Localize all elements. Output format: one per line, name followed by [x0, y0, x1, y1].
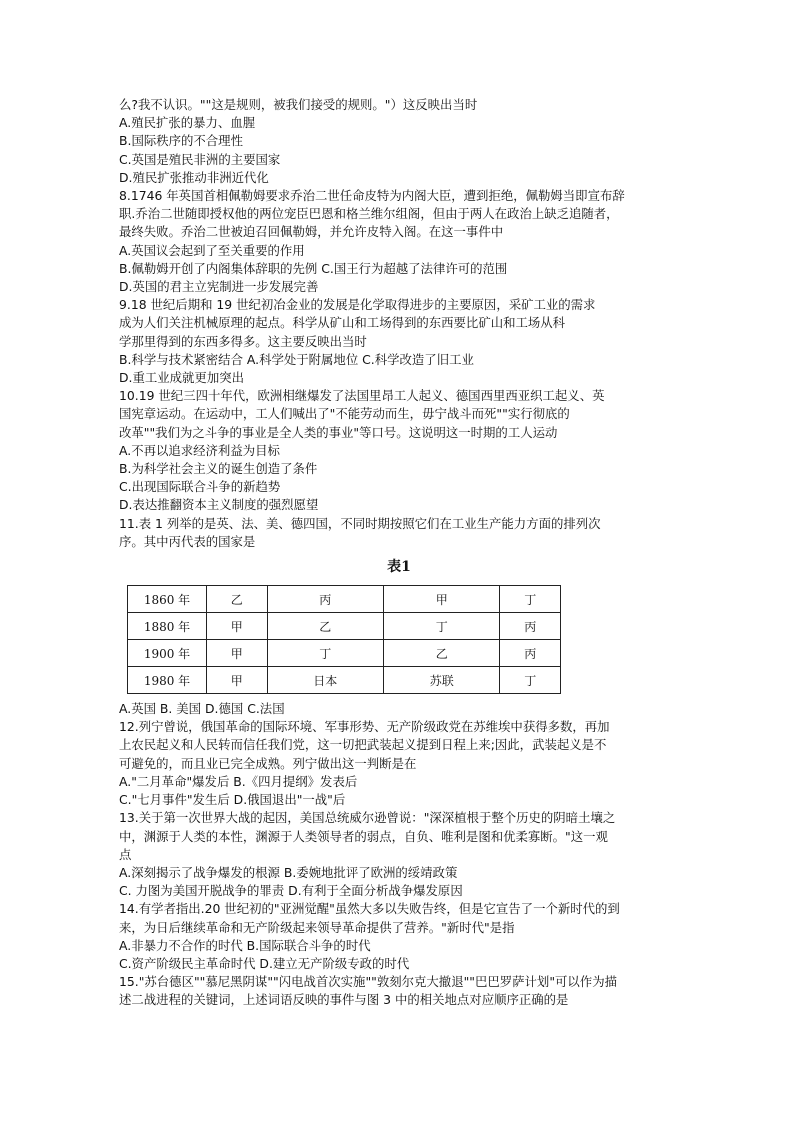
table-cell: 甲	[207, 667, 268, 694]
text-line: A.英国议会起到了至关重要的作用	[119, 242, 305, 258]
text-line: 点	[119, 846, 132, 862]
text-line: C.资产阶级民主革命时代 D.建立无产阶级专政的时代	[119, 955, 410, 971]
text-line: D.殖民扩张推动非洲近代化	[119, 169, 269, 185]
table-cell: 丙	[500, 640, 561, 667]
table-cell: 丙	[267, 586, 383, 613]
text-line: B.为科学社会主义的诞生创造了条件	[119, 461, 318, 477]
table-cell: 甲	[207, 613, 268, 640]
text-line: 序。其中丙代表的国家是	[119, 533, 256, 549]
table-cell: 丙	[500, 613, 561, 640]
text-line: D.表达推翻资本主义制度的强烈愿望	[119, 497, 319, 513]
text-line: A.深刻揭示了战争爆发的根源 B.委婉地批评了欧洲的绥靖政策	[119, 864, 458, 880]
text-line: A."二月革命"爆发后 B.《四月提纲》发表后	[119, 773, 358, 789]
text-line: 来，为日后继续革命和无产阶级起来领导革命提供了营养。"新时代"是指	[119, 919, 515, 935]
table-cell: 丁	[383, 613, 499, 640]
table-row	[128, 667, 561, 694]
text-line: B.佩勒姆开创了内阁集体辞职的先例 C.国王行为超越了法律许可的范围	[119, 260, 508, 276]
text-line: 可避免的，而且业已完全成熟。列宁做出这一判断是在	[119, 755, 417, 771]
text-line: B.国际秩序的不合理性	[119, 133, 243, 149]
table-cell: 丁	[500, 667, 561, 694]
table-title: 表1	[387, 559, 411, 576]
table-row	[128, 586, 561, 613]
text-line: A.不再以追求经济利益为目标	[119, 442, 280, 458]
question-text-block-bottom	[119, 700, 679, 1009]
text-line: 述二战进程的关键词，上述词语反映的事件与图 3 中的相关地点对应顺序正确的是	[119, 992, 569, 1008]
text-line: 上农民起义和人民转而信任我们党，这一切把武装起义提到日程上来;因此，武装起义是不	[119, 737, 607, 753]
text-line: 中，渊源于人类的本性，渊源于人类领导者的弱点，自负、唯利是图和优柔寡断。"这一观	[119, 828, 608, 844]
text-line: B.科学与技术紧密结合 A.科学处于附属地位 C.科学改造了旧工业	[119, 351, 474, 367]
exam-page	[119, 96, 679, 1010]
text-line: C."七月事件"发生后 D.俄国退出"一战"后	[119, 792, 346, 808]
table-cell: 苏联	[383, 667, 499, 694]
text-line: 9.18 世纪后期和 19 世纪初冶金业的发展是化学取得进步的主要原因，采矿工业的需求	[119, 297, 596, 313]
text-line: 12.列宁曾说，俄国革命的国际环境、军事形势、无产阶级政党在苏维埃中获得多数，再加	[119, 719, 610, 735]
text-line: 10.19 世纪三四十年代，欧洲相继爆发了法国里昂工人起义、德国西里西亚织工起义、英	[119, 388, 605, 404]
table-row	[128, 640, 561, 667]
text-line: 成为人们关注机械原理的起点。科学从矿山和工场得到的东西要比矿山和工场从科	[119, 315, 566, 331]
table-cell: 甲	[383, 586, 499, 613]
text-line: 14.有学者指出.20 世纪初的"亚洲觉醒"虽然大多以失败告终，但是它宣告了一个新时代的到	[119, 901, 620, 917]
table-cell: 乙	[267, 613, 383, 640]
table-cell: 丁	[267, 640, 383, 667]
text-line: C. 力图为美国开脱战争的罪责 D.有利于全面分析战争爆发原因	[119, 883, 463, 899]
ranking-table	[127, 585, 561, 694]
text-line: 8.1746 年英国首相佩勒姆要求乔治二世任命皮特为内阁大臣，遭到拒绝，佩勒姆当即宣布辞	[119, 188, 625, 204]
table-year-cell: 1880 年	[128, 613, 207, 640]
text-line: D.英国的君主立宪制进一步发展完善	[119, 279, 319, 295]
table-year-cell: 1860 年	[128, 586, 207, 613]
text-line: A.殖民扩张的暴力、血腥	[119, 115, 256, 131]
text-line: 改革""我们为之斗争的事业是全人类的事业"等口号。这说明这一时期的工人运动	[119, 424, 558, 440]
text-line: C.英国是殖民非洲的主要国家	[119, 151, 281, 167]
text-line: 11.表 1 列举的是英、法、美、德四国，不同时期按照它们在工业生产能力方面的排列次	[119, 515, 601, 531]
text-line: D.重工业成就更加突出	[119, 370, 244, 386]
text-line: 职.乔治二世随即授权他的两位宠臣巴恩和格兰维尔组阁，但由于两人在政治上缺乏追随者，	[119, 206, 619, 222]
question-text-block-top	[119, 96, 679, 551]
table-cell: 甲	[207, 640, 268, 667]
table-cell: 日本	[267, 667, 383, 694]
text-line: A.英国 B. 美国 D.德国 C.法国	[119, 701, 285, 717]
text-line: 15."苏台德区""慕尼黑阴谋""闪电战首次实施""敦刻尔克大撤退""巴巴罗萨计划"可以作为描	[119, 974, 617, 990]
text-line: A.非暴力不合作的时代 B.国际联合斗争的时代	[119, 937, 371, 953]
table-row	[128, 613, 561, 640]
text-line: C.出现国际联合斗争的新趋势	[119, 479, 281, 495]
text-line: 么?我不认识。""这是规则，被我们接受的规则。"）这反映出当时	[119, 97, 478, 112]
table-cell: 乙	[383, 640, 499, 667]
text-line: 国宪章运动。在运动中，工人们喊出了"不能劳动而生，毋宁战斗而死""实行彻底的	[119, 406, 570, 422]
table-cell: 丁	[500, 586, 561, 613]
table-year-cell: 1900 年	[128, 640, 207, 667]
table-year-cell: 1980 年	[128, 667, 207, 694]
table-cell: 乙	[207, 586, 268, 613]
text-line: 13.关于第一次世界大战的起因，美国总统威尔逊曾说："深深植根于整个历史的阴暗土壤之	[119, 810, 616, 826]
text-line: 学那里得到的东西多得多。这主要反映出当时	[119, 333, 367, 349]
text-line: 最终失败。乔治二世被迫召回佩勒姆，并允许皮特入阁。在这一事件中	[119, 224, 504, 240]
